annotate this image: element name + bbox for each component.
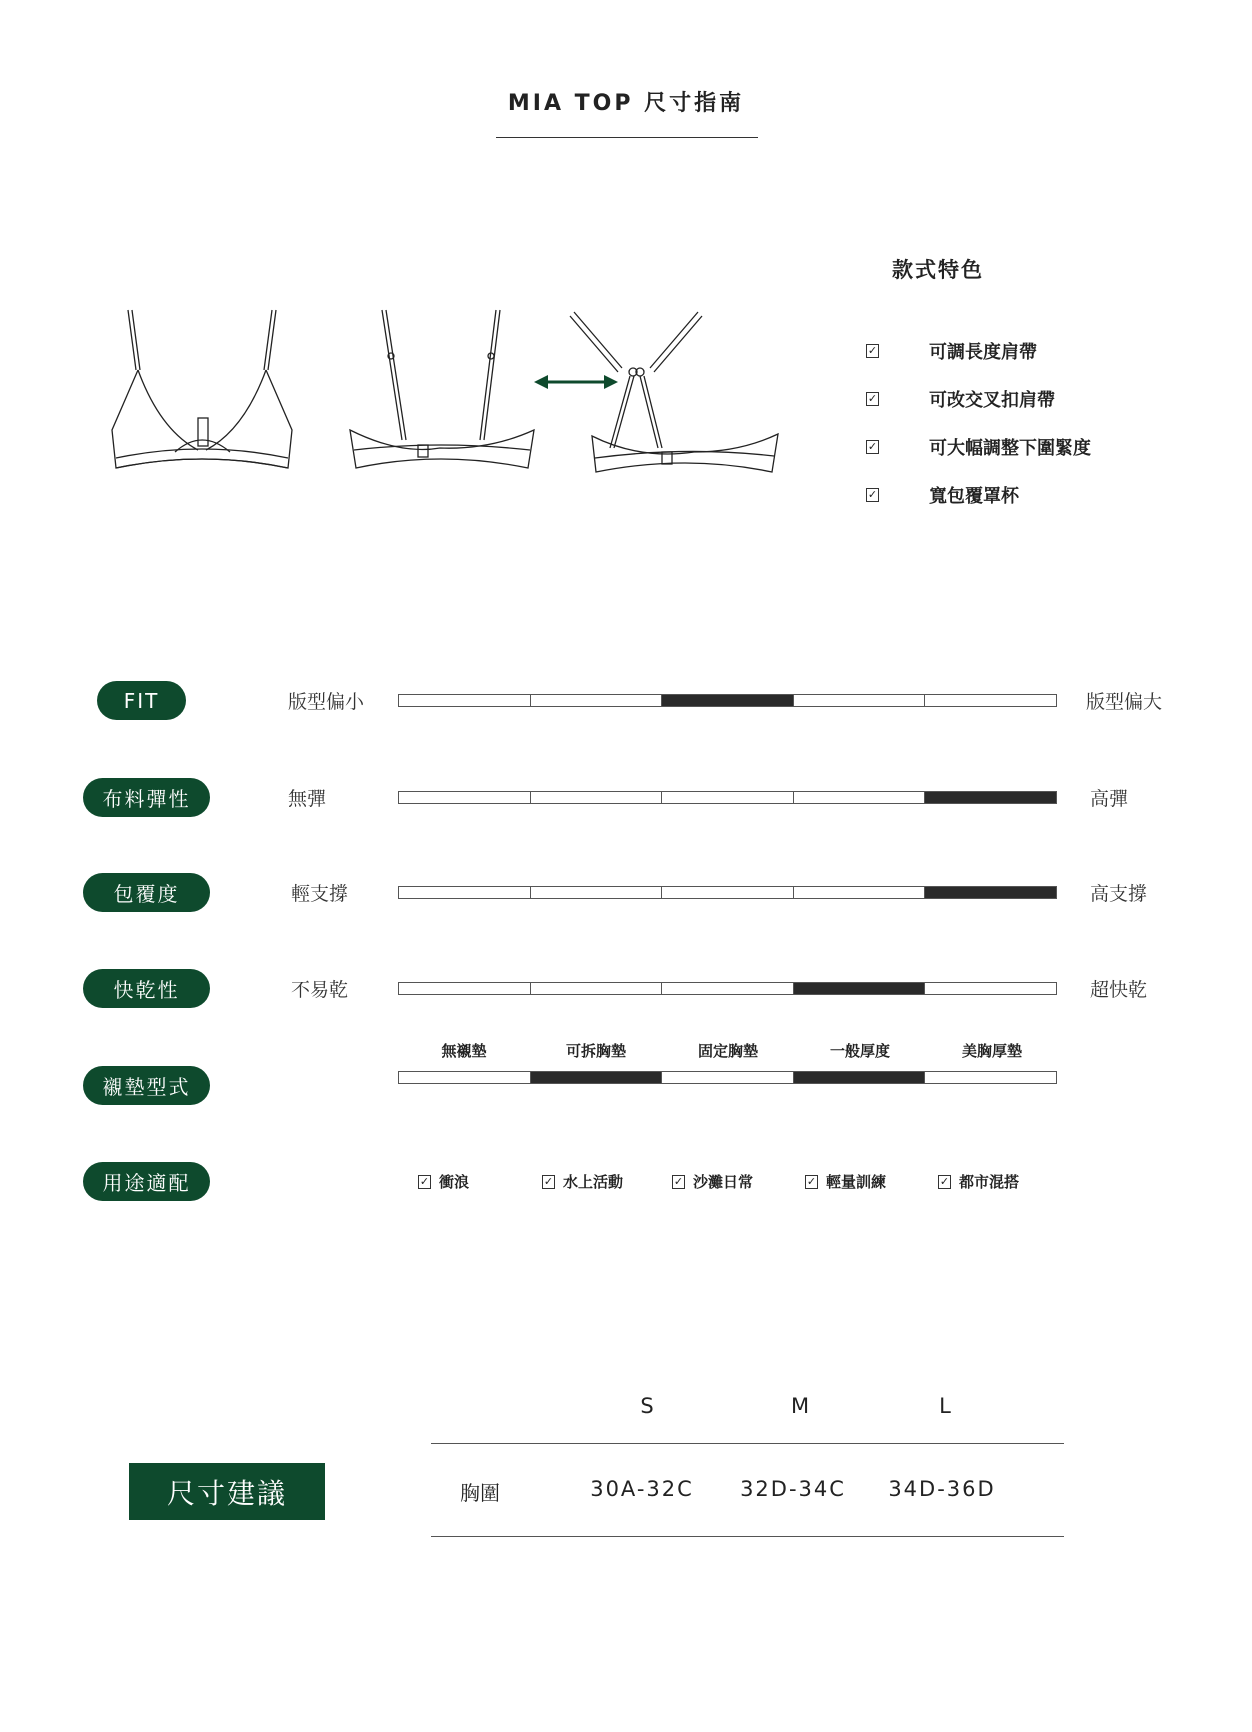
rating-segment: [925, 887, 1056, 898]
rating-segment: [399, 983, 531, 994]
usage-label: 衝浪: [439, 1173, 470, 1191]
usage-label: 沙灘日常: [693, 1173, 754, 1191]
rating-segment: [399, 792, 531, 803]
size-value-l: 34D-36D: [888, 1477, 996, 1501]
rating-segment: [531, 695, 663, 706]
padding-pill: 襯墊型式: [83, 1066, 210, 1105]
feature-item: [866, 386, 1055, 412]
feature-label: 可改交叉扣肩帶: [929, 390, 1055, 411]
checkbox-icon: ✓: [867, 440, 878, 453]
usage-item: [418, 1171, 469, 1192]
checkbox-icon: ✓: [419, 1174, 430, 1188]
checkbox-icon: ✓: [867, 488, 878, 501]
padding-segment: [399, 1072, 531, 1083]
rating-bar: [398, 886, 1057, 899]
usage-item: [672, 1171, 753, 1192]
rating-segment: [925, 695, 1056, 706]
features-heading: 款式特色: [892, 258, 984, 282]
usage-pill: 用途適配: [83, 1162, 210, 1201]
rating-left-label: 輕支撐: [291, 883, 349, 905]
checkbox-icon: ✓: [543, 1174, 554, 1188]
rating-segment: [662, 887, 794, 898]
padding-option-label: 固定胸墊: [697, 1042, 758, 1060]
padding-bar: [398, 1071, 1057, 1084]
padding-segment: [794, 1072, 926, 1083]
size-header-m: M: [790, 1394, 810, 1418]
rating-segment: [794, 695, 926, 706]
checkbox-icon: ✓: [939, 1174, 950, 1188]
size-value-s: 30A-32C: [590, 1477, 694, 1501]
rating-segment: [399, 695, 531, 706]
size-value-m: 32D-34C: [740, 1477, 846, 1501]
rating-pill: 包覆度: [83, 873, 210, 912]
rating-right-label: 高支撐: [1090, 883, 1148, 905]
bra-illustrations: [100, 300, 800, 490]
cross-view-drawing: [570, 312, 778, 472]
rating-bar: [398, 982, 1057, 995]
rating-segment: [662, 983, 794, 994]
rating-right-label: 高彈: [1090, 788, 1129, 810]
rating-right-label: 超快乾: [1090, 979, 1148, 1001]
padding-option-label: 可拆胸墊: [565, 1042, 626, 1060]
rating-bar: [398, 694, 1057, 707]
front-view-drawing: [112, 310, 292, 468]
rating-segment: [531, 983, 663, 994]
feature-item: [866, 338, 1037, 364]
rating-pill: 快乾性: [83, 969, 210, 1008]
checkbox-icon: ✓: [867, 344, 878, 357]
padding-segment: [531, 1072, 663, 1083]
size-header-l: L: [939, 1394, 951, 1418]
usage-item: [805, 1171, 886, 1192]
rating-segment: [531, 887, 663, 898]
rating-segment: [794, 792, 926, 803]
usage-label: 水上活動: [563, 1173, 624, 1191]
rating-left-label: 不易乾: [291, 979, 349, 1001]
rating-segment: [794, 887, 926, 898]
feature-item: [866, 434, 1091, 460]
rating-bar: [398, 791, 1057, 804]
padding-segment: [925, 1072, 1056, 1083]
padding-segment: [662, 1072, 794, 1083]
rating-left-label: 版型偏小: [288, 691, 365, 713]
checkbox-icon: ✓: [867, 392, 878, 405]
table-divider: [431, 1443, 1064, 1444]
padding-option-label: 美胸厚墊: [961, 1042, 1022, 1060]
table-divider: [431, 1536, 1064, 1537]
feature-label: 寬包覆罩杯: [929, 486, 1019, 507]
feature-label: 可調長度肩帶: [929, 342, 1037, 363]
checkbox-icon: ✓: [806, 1174, 817, 1188]
row-label-bust: 胸圍: [460, 1481, 500, 1505]
rating-right-label: 版型偏大: [1086, 691, 1163, 713]
title-divider: [496, 137, 758, 138]
usage-label: 都市混搭: [959, 1173, 1020, 1191]
back-view-drawing: [350, 310, 534, 468]
size-recommendation-title: 尺寸建議: [129, 1463, 325, 1520]
rating-segment: [662, 792, 794, 803]
page-title: MIA TOP 尺寸指南: [507, 91, 745, 116]
padding-option-label: 無襯墊: [441, 1042, 487, 1060]
rating-segment: [794, 983, 926, 994]
checkbox-icon: ✓: [673, 1174, 684, 1188]
rating-pill: 布料彈性: [83, 778, 210, 817]
rating-segment: [531, 792, 663, 803]
rating-segment: [925, 792, 1056, 803]
rating-segment: [399, 887, 531, 898]
usage-item: [938, 1171, 1019, 1192]
padding-option-label: 一般厚度: [829, 1042, 890, 1060]
rating-pill: FIT: [97, 681, 186, 720]
usage-label: 輕量訓練: [826, 1173, 887, 1191]
feature-label: 可大幅調整下圍緊度: [929, 438, 1091, 459]
rating-segment: [662, 695, 794, 706]
feature-item: [866, 482, 1019, 508]
double-arrow-icon: [534, 372, 618, 392]
rating-left-label: 無彈: [288, 788, 327, 810]
rating-segment: [925, 983, 1056, 994]
size-header-s: S: [640, 1394, 654, 1418]
usage-item: [542, 1171, 623, 1192]
